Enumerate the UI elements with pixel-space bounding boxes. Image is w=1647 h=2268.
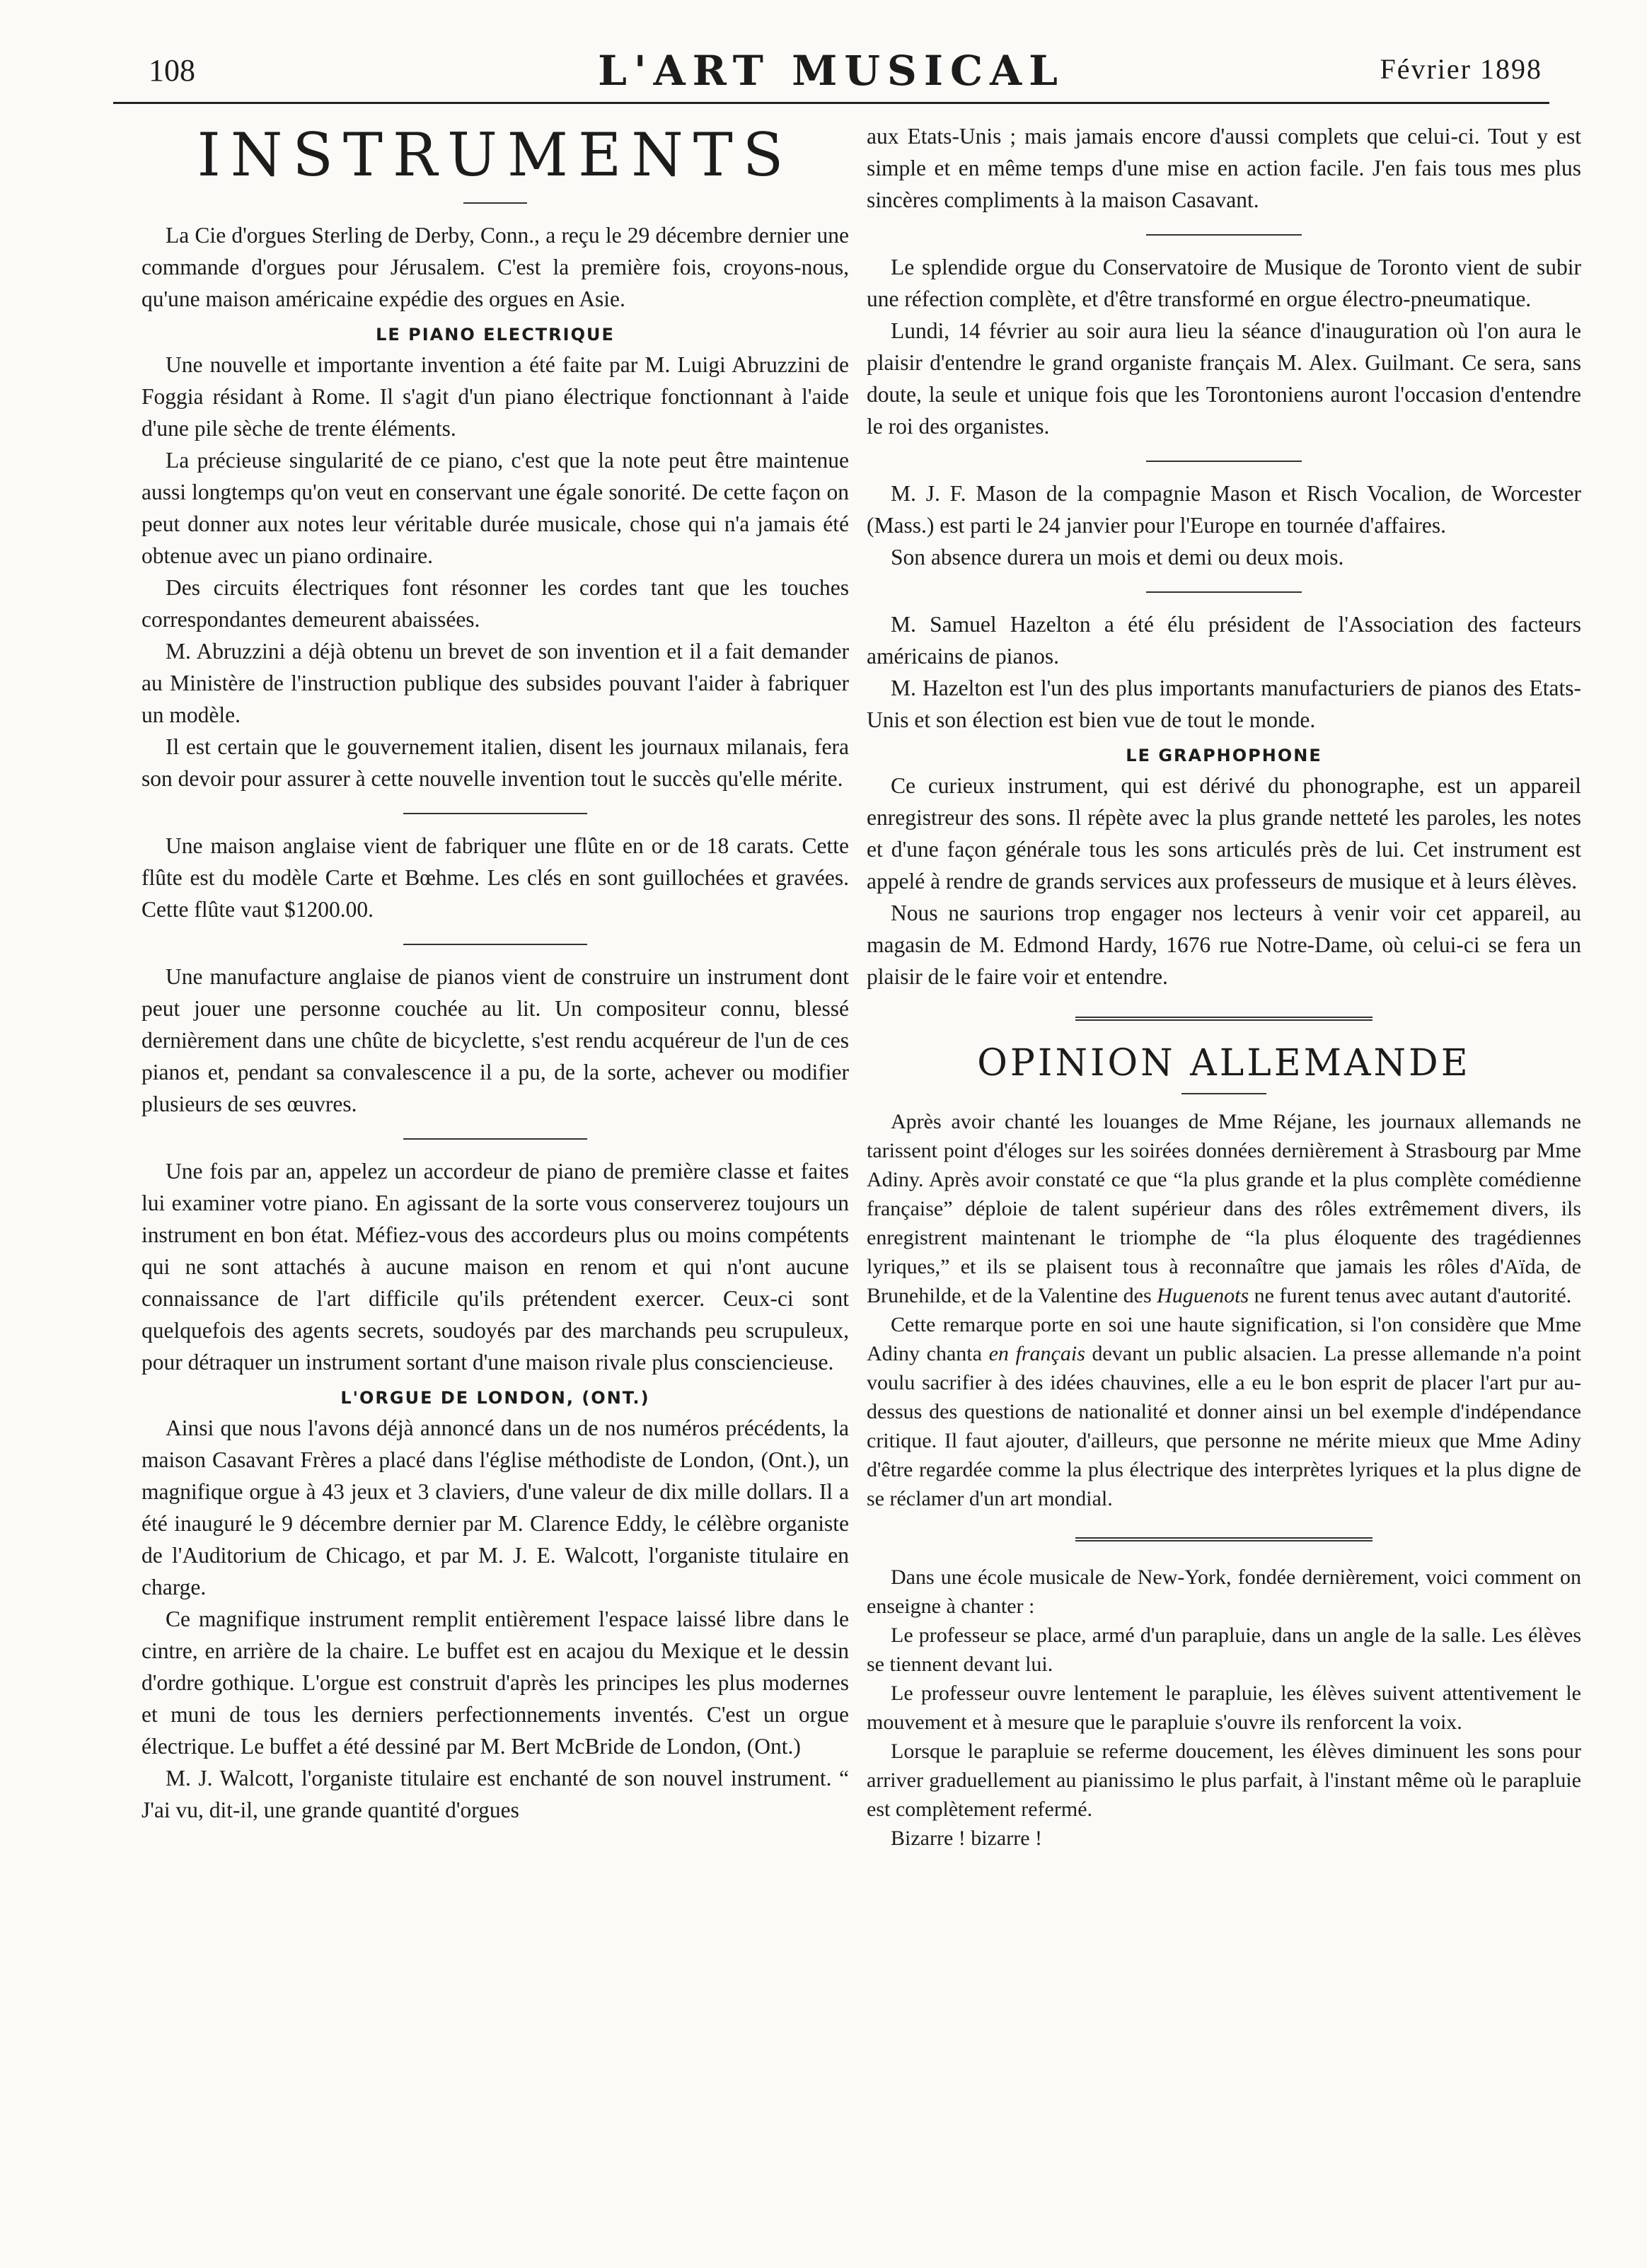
separator-rule xyxy=(403,944,587,945)
title-rule xyxy=(1181,1093,1266,1094)
section-title-instruments: INSTRUMENTS xyxy=(197,120,794,190)
masthead: L'ART MUSICAL xyxy=(598,47,1065,95)
paragraph-piano-3: Des circuits électriques font résonner les cordes tant que les touches correspondantes demeurent abaissées. xyxy=(141,575,849,632)
separator-rule xyxy=(403,1138,587,1140)
section-title-opinion: OPINION ALLEMANDE xyxy=(977,1042,1471,1084)
right-column xyxy=(867,120,1581,1853)
paragraph-mason-2: Son absence durera un mois et demi ou deux mois. xyxy=(891,545,1344,569)
paragraph-london-2: Ce magnifique instrument remplit entièrement l'espace laissé libre dans le cintre, en arrière de la chaire. Le buffet est en acajou du Mexique et le dessin d'ordre gothique. L'orgue est construit d'après les principes les plus modernes et muni de tous les derniers perfectionnements inventés. C'est un orgue électrique. Le buffet a été dessiné par M. Bert McBride de London, (Ont.) xyxy=(141,1607,849,1759)
opinion-article xyxy=(867,1107,1581,1513)
paragraph-ny-3: Le professeur ouvre lentement le parapluie, les élèves suivent attentivement le mouvement et à mesure que le parapluie s'ouvre ils renforcent la voix. xyxy=(867,1682,1581,1734)
paragraph-ny-2: Le professeur se place, armé d'un parapluie, dans un angle de la salle. Les élèves se tiennent devant lui. xyxy=(867,1624,1581,1676)
paragraph-london-3: M. J. Walcott, l'organiste titulaire est enchanté de son nouvel instrument. “ J'ai vu, dit-il, une grande quantité d'orgues xyxy=(141,1766,849,1822)
issue-date: Février 1898 xyxy=(1380,53,1542,85)
section-divider xyxy=(1075,1017,1372,1024)
paragraph-toronto-1: Le splendide orgue du Conservatoire de Musique de Toronto vient de subir une réfection complète, et d'être transformé en orgue électro-pneumatique. xyxy=(867,255,1581,311)
paragraph-piano-5: Il est certain que le gouvernement italien, disent les journaux milanais, fera son devoir pour assurer à cette nouvelle invention tout le succès qu'elle mérite. xyxy=(141,734,849,791)
paragraph-sterling: La Cie d'orgues Sterling de Derby, Conn., a reçu le 29 décembre dernier une commande d'orgues pour Jérusalem. C'est la première fois, croyons-nous, qu'une maison américaine expédie des orgues en Asie. xyxy=(141,223,849,311)
paragraph-ny-4: Lorsque le parapluie se referme doucement, les élèves diminuent les sons pour arriver graduellement au pianissimo le plus parfait, à l'instant même où le parapluie est complètement refermé. xyxy=(867,1740,1581,1821)
paragraph-piano-4: M. Abruzzini a déjà obtenu un brevet de son invention et il a fait demander au Ministère de l'instruction publique des subsides pouvant l'aider à fabriquer un modèle. xyxy=(141,639,849,727)
paragraph-manufacture: Une manufacture anglaise de pianos vient de construire un instrument dont peut jouer une personne couchée au lit. Un compositeur connu, blessé dernièrement dans une chûte de bicyclette, s'est rendu acquéreur de l'un de ces pianos et, pendant sa convalescence il a pu, de la sorte, achever ou modifier plusieurs de ses œuvres. xyxy=(141,964,849,1116)
paragraph-opinion-2: Cette remarque porte en soi une haute signification, si l'on considère que Mme Adiny chanta en français devant un public alsacien. La presse allemande n'a point voulu sacrifier à des idées chauvines, elle a eu le bon esprit de placer l'art pur au-dessus des questions de nationalité et donner ainsi un bel exemple d'indépendance critique. Il faut ajouter, d'ailleurs, que personne ne mérite mieux que Mme Adiny d'être regardée comme la plus électrique des interprètes lyriques et la plus digne de se réclamer d'un art mondial. xyxy=(867,1313,1582,1510)
paragraph-toronto-2: Lundi, 14 février au soir aura lieu la séance d'inauguration où l'on aura le plaisir d'entendre le grand organiste français M. Alex. Guilmant. Ce sera, sans doute, la seule et unique fois que les Torontoniens auront l'occasion d'entendre le roi des organistes. xyxy=(867,318,1581,439)
paragraph-flute: Une maison anglaise vient de fabriquer une flûte en or de 18 carats. Cette flûte est du modèle Carte et Bœhme. Les clés en sont guillochées et gravées. Cette flûte vaut $1200.00. xyxy=(141,833,849,922)
paragraph-hazelton-1: M. Samuel Hazelton a été élu président de l'Association des facteurs américains de pianos. xyxy=(867,612,1581,669)
paragraph-ny-1: Dans une école musicale de New-York, fondée dernièrement, voici comment on enseigne à chanter : xyxy=(867,1566,1581,1618)
paragraph-piano-1: Une nouvelle et importante invention a été faite par M. Luigi Abruzzini de Foggia résidant à Rome. Il s'agit d'un piano électrique fonctionnant à l'aide d'une pile sèche de trente éléments. xyxy=(141,352,849,441)
paragraph-hazelton-2: M. Hazelton est l'un des plus importants manufacturiers de pianos des Etats-Unis et son élection est bien vue de tout le monde. xyxy=(867,676,1581,732)
header-rule xyxy=(113,102,1549,104)
heading-piano-electrique: LE PIANO ELECTRIQUE xyxy=(376,325,615,345)
left-column xyxy=(141,120,849,1826)
section-divider xyxy=(1075,1537,1372,1544)
paragraph-graphophone-1: Ce curieux instrument, qui est dérivé du phonographe, est un appareil enregistreur des sons. Il répète avec la plus grande netteté les paroles, les notes et d'une façon générale tous les sons articulés près de lui. Cet instrument est appelé à rendre de grands services aux professeurs de musique et à leurs élèves. xyxy=(867,773,1581,893)
page-header xyxy=(113,42,1549,113)
separator-rule xyxy=(1146,234,1302,236)
paragraph-graphophone-2: Nous ne saurions trop engager nos lecteurs à venir voir cet appareil, au magasin de M. Edmond Hardy, 1676 rue Notre-Dame, où celui-ci se fera un plaisir de le faire voir et entendre. xyxy=(867,901,1581,989)
paragraph-opinion-1: Après avoir chanté les louanges de Mme Réjane, les journaux allemands ne tarissent point d'éloges sur les soirées données dernièrement à Strasbourg par Mme Adiny. Après avoir constaté ce que “la plus grande et la plus complète comédienne française” déploie de talent supérieur dans des rôles extrêmement divers, ils enregistrent maintenant le triomphe de “la plus éloquente des tragédiennes lyriques,” et ils se plaisent tous à reconnaître que jamais les rôles d'Aïda, de Brunehilde, et de la Valentine des Huguenots ne furent tenus avec autant d'autorité. xyxy=(867,1110,1581,1307)
page-number: 108 xyxy=(149,53,195,88)
paragraph-piano-2: La précieuse singularité de ce piano, c'est que la note peut être maintenue aussi longtemps qu'on veut en conservant une égale sonorité. De cette façon on peut donner aux notes leur véritable durée musicale, chose qui n'a jamais été obtenue avec un piano ordinaire. xyxy=(141,448,849,568)
paragraph-mason-1: M. J. F. Mason de la compagnie Mason et Risch Vocalion, de Worcester (Mass.) est parti le 24 janvier pour l'Europe en tournée d'affaires. xyxy=(867,481,1581,538)
newyork-article xyxy=(867,1563,1581,1853)
heading-orgue-london: L'ORGUE DE LONDON, (ONT.) xyxy=(340,1388,650,1408)
paragraph-ny-5: Bizarre ! bizarre ! xyxy=(891,1827,1043,1850)
separator-rule xyxy=(1146,461,1302,462)
separator-rule xyxy=(1146,591,1302,593)
heading-graphophone: LE GRAPHOPHONE xyxy=(1126,746,1322,765)
paragraph-continued: aux Etats-Unis ; mais jamais encore d'aussi complets que celui-ci. Tout y est simple et en même temps d'une mise en action facile. J'en fais tous mes plus sincères compliments à la maison Casavant. xyxy=(867,124,1581,212)
separator-rule xyxy=(403,813,587,814)
title-rule xyxy=(463,202,527,204)
paragraph-london-1: Ainsi que nous l'avons déjà annoncé dans un de nos numéros précédents, la maison Casavant Frères a placé dans l'église méthodiste de London, (Ont.), un magnifique orgue à 43 jeux et 3 claviers, d'une valeur de dix mille dollars. Il a été inauguré le 9 décembre dernier par M. Clarence Eddy, le célèbre organiste de l'Auditorium de Chicago, et par M. J. E. Walcott, l'organiste titulaire en charge. xyxy=(141,1416,849,1599)
paragraph-accordeur: Une fois par an, appelez un accordeur de piano de première classe et faites lui examiner votre piano. En agissant de la sorte vous conserverez toujours un instrument en bon état. Méfiez-vous des accordeurs plus ou moins compétents qui ne sont attachés à aucune maison en renom et qui n'ont aucune connaissance de l'art difficile qu'ils prétendent exercer. Ceux-ci sont quelquefois des agents secrets, soudoyés par des marchands peu scrupuleux, pour détraquer un instrument sortant d'une maison rivale plus consciencieuse. xyxy=(141,1159,849,1375)
